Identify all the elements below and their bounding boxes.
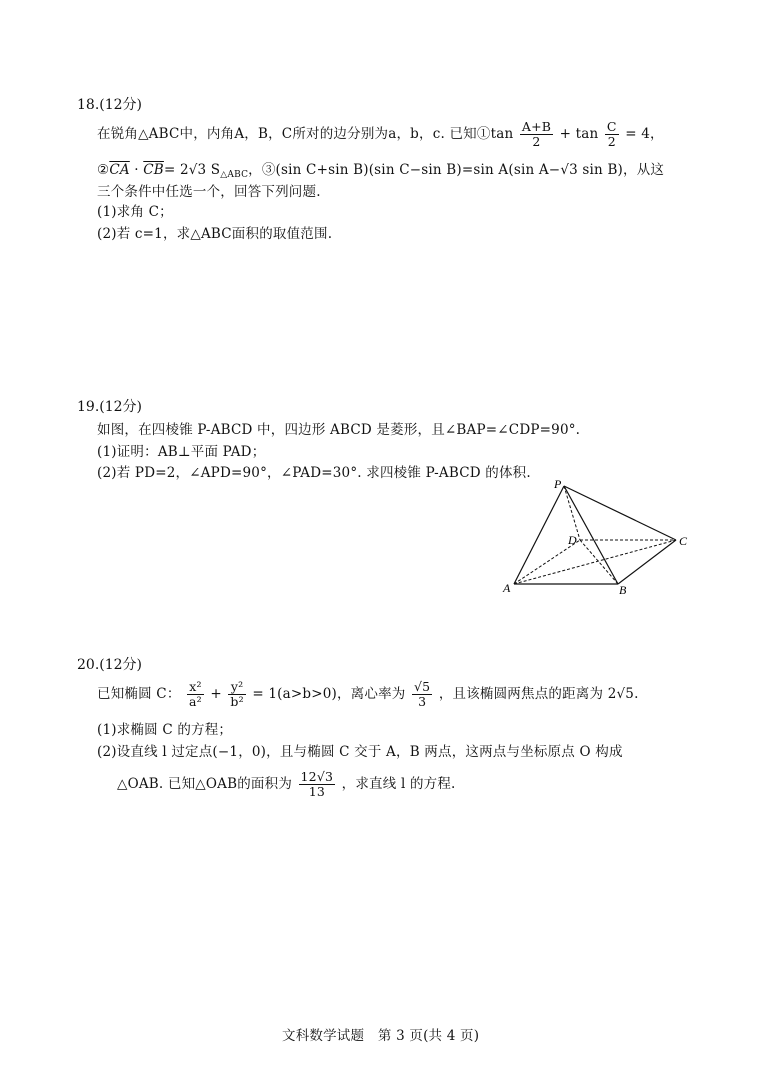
q19-header: 19.(12分): [77, 399, 143, 415]
label-a: A: [503, 581, 511, 595]
q20-text: △OAB. 已知△OAB的面积为: [117, 776, 293, 792]
q20-text: 已知椭圆 C：: [97, 686, 181, 702]
q18-text: ②: [97, 162, 110, 178]
q20-part2: (2)设直线 l 过定点(−1，0)，且与椭圆 C 交于 A，B 两点，这两点与坐标原点 O 构成: [97, 744, 623, 760]
q19-part2: (2)若 PD=2，∠APD=90°，∠PAD=30°. 求四棱锥 P-ABCD 的体积.: [97, 465, 531, 481]
label-b: B: [619, 583, 627, 597]
q20-line1: [97, 680, 639, 709]
vector-ca: $\overline{CA}$: [109, 162, 130, 178]
q18-text: = 4，: [625, 126, 664, 142]
q19-line1: 如图，在四棱锥 P-ABCD 中，四边形 ABCD 是菱形，且∠BAP=∠CDP=90°.: [97, 422, 581, 438]
page-footer: 文科数学试题 第 3 页(共 4 页): [282, 1028, 480, 1044]
fraction-area: $\frac{12√3}{13}$: [300, 769, 334, 799]
edge-pd: [564, 486, 580, 540]
fraction-x2-a2: $\frac{\text{x²}}{\text{a²}}$: [189, 679, 202, 709]
q18-fraction-ab: $\frac{A+B}{2}$: [521, 119, 552, 149]
q20-text: ，求直线 l 的方程.: [341, 776, 456, 792]
pyramid-figure: [490, 472, 710, 602]
q18-text: + tan: [559, 126, 599, 142]
q20-text: = 1(a>b>0)，离心率为: [252, 686, 406, 702]
q20-line3: [117, 770, 456, 799]
q18-part1: (1)求角 C；: [97, 204, 173, 220]
diagonal-db: [580, 540, 618, 584]
q18-text: ，③(sin C+sin B)(sin C−sin B)=sin A(sin A−√3 sin B)，从这: [248, 162, 665, 178]
q18-line3: 三个条件中任选一个，回答下列问题.: [97, 184, 321, 200]
q18-text: 在锐角△ABC中，内角A，B，C所对的边分别为a，b，c. 已知①tan: [97, 126, 514, 142]
edge-pa: [514, 486, 564, 584]
q18-part2: (2)若 c=1，求△ABC面积的取值范围.: [97, 226, 333, 242]
vector-cb: $\overline{CB}$: [143, 162, 164, 178]
label-c: C: [679, 534, 688, 548]
q18-line2: [97, 158, 664, 180]
q18-text: ·: [129, 162, 144, 178]
q18-header: 18.(12分): [77, 97, 143, 113]
fraction-eccentricity: $\frac{√5}{3}$: [413, 679, 431, 709]
q20-part1: (1)求椭圆 C 的方程；: [97, 722, 233, 738]
edge-bc: [618, 540, 676, 584]
subscript-triangle: △ABC: [220, 170, 249, 180]
fraction-y2-b2: $\frac{\text{y²}}{\text{b²}}$: [230, 679, 244, 709]
q18-fraction-c: $\frac{C}{2}$: [606, 119, 617, 149]
label-d: D: [568, 533, 577, 547]
q20-text: ，且该椭圆两焦点的距离为 2√5.: [438, 686, 639, 702]
q19-part1: (1)证明：AB⊥平面 PAD；: [97, 444, 266, 460]
q20-header: 20.(12分): [77, 657, 143, 673]
diagonal-ac: [514, 540, 676, 584]
edge-pc: [564, 486, 676, 540]
label-p: P: [554, 477, 562, 491]
q20-text: +: [210, 686, 222, 702]
q18-line1: [97, 120, 664, 149]
q18-text: = 2√3 S: [163, 162, 221, 178]
